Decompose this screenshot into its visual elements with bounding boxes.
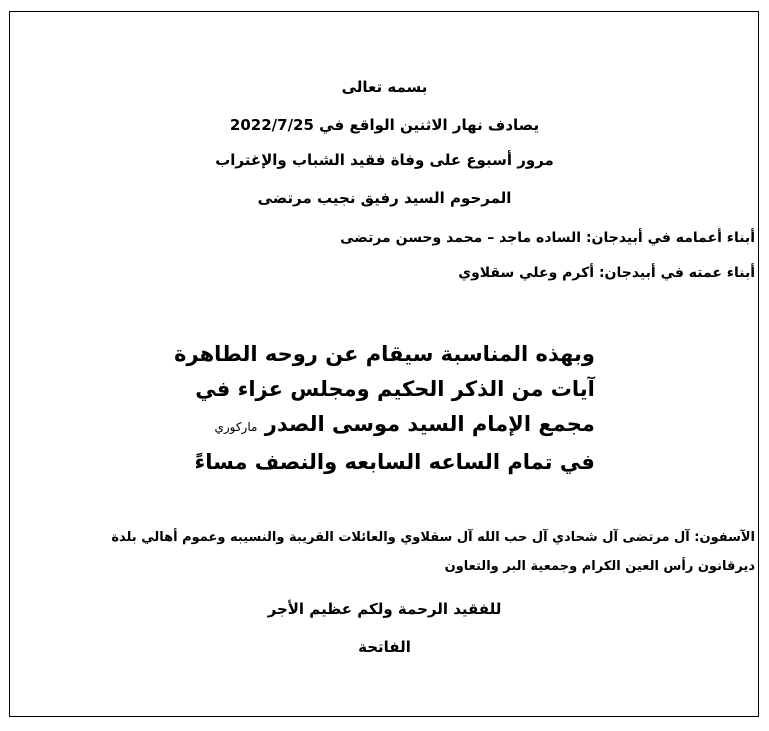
date-line: يصادف نهار الاثنين الواقع في 2022/7/25 — [229, 116, 540, 134]
mourners-line-2: ديرقانون رأس العين الكرام وجمعية البر والتعاون — [444, 559, 755, 574]
ceremony-line-2: آيات من الذكر الحكيم ومجلس عزاء في — [195, 377, 595, 401]
ceremony-line-4: في تمام الساعه السابعه والنصف مساءً — [194, 450, 595, 474]
closing-line: الفاتحة — [358, 638, 411, 656]
ceremony-block — [0, 337, 769, 480]
opening-line: بسمه تعالى — [341, 78, 428, 96]
occasion-line: مرور أسبوع على وفاة فقيد الشباب والإغتراب — [215, 151, 554, 169]
condolence-line: للفقيد الرحمة ولكم عظيم الأجر — [267, 600, 502, 618]
ceremony-line-3 — [174, 407, 595, 445]
deceased-name-line: المرحوم السيد رفيق نجيب مرتضى — [257, 189, 512, 207]
ceremony-line-1: وبهذه المناسبة سيقام عن روحه الطاهرة — [174, 342, 595, 366]
mourners-line-1: الآسفون: آل مرتضى آل شحادي آل حب الله آل سقلاوي والعائلات القريبة والنسيبه وعموم أهالي بلدة — [111, 530, 755, 545]
venue-detail: ماركوري — [214, 420, 258, 434]
aunt-cousins-line: أبناء عمته في أبيدجان: أكرم وعلي سقلاوي — [458, 265, 755, 281]
venue-name: مجمع الإمام السيد موسى الصدر — [264, 412, 595, 436]
paternal-cousins-line: أبناء أعمامه في أبيدجان: الساده ماجد – محمد وحسن مرتضى — [340, 230, 755, 246]
